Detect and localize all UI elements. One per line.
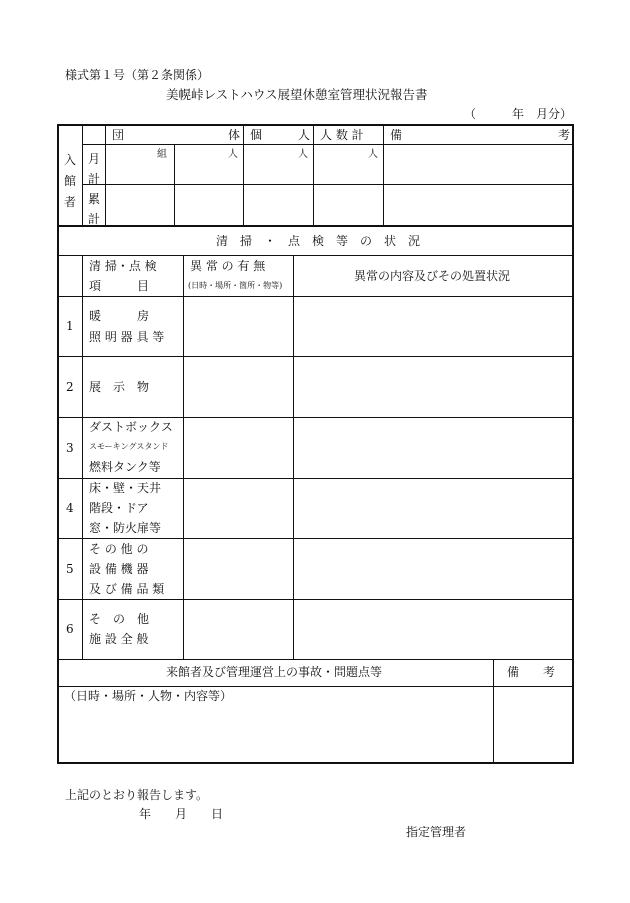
unit-group: 組 xyxy=(157,149,167,160)
unit-person: 人 xyxy=(228,149,238,160)
item-label: 施 設 全 般 xyxy=(89,632,149,646)
item-label: 展 示 物 xyxy=(89,380,150,394)
col-remarks-end: 考 xyxy=(558,128,571,142)
unit-person: 人 xyxy=(368,149,378,160)
item-label: スモーキングスタンド xyxy=(89,442,169,451)
item-label: 窓・防火扉等 xyxy=(89,521,162,535)
report-statement: 上記のとおり報告します。 xyxy=(65,788,209,802)
form-number: 様式第１号（第２条関係） xyxy=(65,68,210,82)
head-abnormal-note: (日時・場所・箇所・物等) xyxy=(188,281,283,290)
unit-person: 人 xyxy=(298,149,308,160)
item-number: 1 xyxy=(66,319,74,333)
designated-manager: 指定管理者 xyxy=(406,825,467,839)
report-period: （ 年 月分） xyxy=(464,107,573,121)
item-label: 燃料タンク等 xyxy=(89,460,161,474)
item-label: 及 び 備 品 類 xyxy=(89,582,165,596)
incidents-remarks: 備 考 xyxy=(507,665,556,679)
page-title: 美幌峠レストハウス展望休憩室管理状況報告書 xyxy=(166,87,428,102)
item-number: 6 xyxy=(66,622,74,636)
incidents-title: 来館者及び管理運営上の事故・問題点等 xyxy=(166,665,383,679)
item-label: そ の 他 xyxy=(89,612,150,626)
col-group-unit: 体 xyxy=(228,128,241,142)
col-group: 団 xyxy=(112,128,125,142)
item-label: 暖 房 xyxy=(89,309,150,323)
incidents-note: （日時・場所・人物・内容等） xyxy=(64,689,233,703)
item-label: 照 明 器 具 等 xyxy=(89,330,165,344)
item-label: 床・壁・天井 xyxy=(89,481,162,495)
head-item-line2: 項 目 xyxy=(89,279,150,293)
col-individual-unit: 人 xyxy=(298,128,311,142)
col-remarks: 備 xyxy=(390,128,403,142)
col-individual: 個 xyxy=(250,128,263,142)
head-abnormal: 異 常 の 有 無 xyxy=(190,259,266,273)
section-title: 清 掃 ・ 点 検 等 の 状 況 xyxy=(216,234,421,248)
col-count: 人 数 計 xyxy=(320,128,364,142)
item-number: 2 xyxy=(66,380,74,394)
visitors-label: 入 館 者 xyxy=(64,153,77,209)
item-label: ダストボックス xyxy=(89,420,173,434)
row-cumulative-label: 累 計 xyxy=(88,192,101,226)
row-month-label: 月 計 xyxy=(88,152,101,186)
item-number: 4 xyxy=(66,501,74,515)
report-date: 年 月 日 xyxy=(139,807,224,821)
head-item-line1: 清 掃・点 検 xyxy=(89,259,157,273)
item-label: 階段・ドア xyxy=(89,501,149,515)
item-number: 5 xyxy=(66,562,74,576)
item-number: 3 xyxy=(66,441,74,455)
item-label: 設 備 機 器 xyxy=(89,562,149,576)
head-detail: 異常の内容及びその処置状況 xyxy=(354,269,511,283)
item-label: そ の 他 の xyxy=(89,542,149,556)
